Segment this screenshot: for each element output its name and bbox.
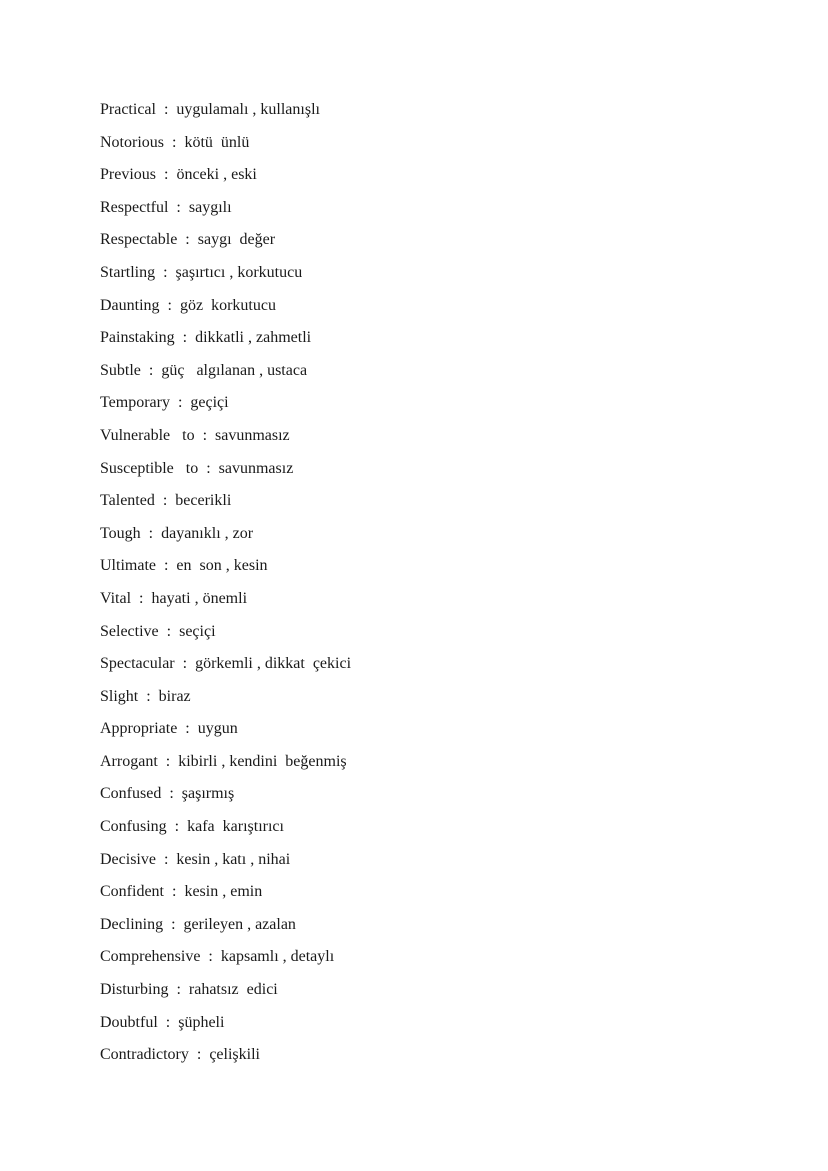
vocab-entry: Respectful : saygılı: [100, 198, 232, 216]
vocab-entry: Painstaking : dikkatli , zahmetli: [100, 329, 312, 347]
vocab-entry: Subtle : güç algılanan , ustaca: [100, 361, 308, 379]
vocab-entry: Susceptible to : savunmasız: [100, 459, 294, 477]
vocab-entry: Decisive : kesin , katı , nihai: [100, 850, 291, 868]
vocab-entry: Notorious : kötü ünlü: [100, 133, 250, 151]
vocab-entry: Practical : uygulamalı , kullanışlı: [100, 101, 320, 118]
vocab-entry: Vital : hayati , önemli: [100, 589, 248, 607]
vocab-entry: Appropriate : uygun: [100, 720, 238, 738]
vocab-entry: Declining : gerileyen , azalan: [100, 915, 296, 933]
vocab-entry: Spectacular : görkemli , dikkat çekici: [100, 655, 352, 673]
vocab-entry: Contradictory : çelişkili: [100, 1046, 260, 1064]
vocab-entry: Doubtful : şüpheli: [100, 1013, 225, 1031]
vocab-entry: Daunting : göz korkutucu: [100, 296, 276, 314]
vocab-entry: Ultimate : en son , kesin: [100, 557, 268, 575]
vocab-entry: Temporary : geçiçi: [100, 394, 229, 412]
vocab-entry: Vulnerable to : savunmasız: [100, 426, 290, 444]
vocab-entry: Confident : kesin , emin: [100, 883, 263, 901]
vocabulary-list: [100, 97, 351, 1075]
vocab-entry: Tough : dayanıklı , zor: [100, 524, 254, 542]
vocab-entry: Slight : biraz: [100, 687, 191, 705]
vocab-entry: Confusing : kafa karıştırıcı: [100, 818, 284, 836]
vocab-entry: Previous : önceki , eski: [100, 166, 257, 184]
vocab-entry: Confused : şaşırmış: [100, 785, 235, 803]
vocab-entry: Talented : becerikli: [100, 492, 232, 510]
vocab-entry: Selective : seçiçi: [100, 622, 216, 640]
vocab-entry: Respectable : saygı değer: [100, 231, 276, 249]
vocab-entry: Startling : şaşırtıcı , korkutucu: [100, 263, 303, 281]
vocab-entry: Arrogant : kibirli , kendini beğenmiş: [100, 752, 347, 770]
vocab-entry: Disturbing : rahatsız edici: [100, 981, 278, 999]
vocab-entry: Comprehensive : kapsamlı , detaylı: [100, 948, 335, 966]
